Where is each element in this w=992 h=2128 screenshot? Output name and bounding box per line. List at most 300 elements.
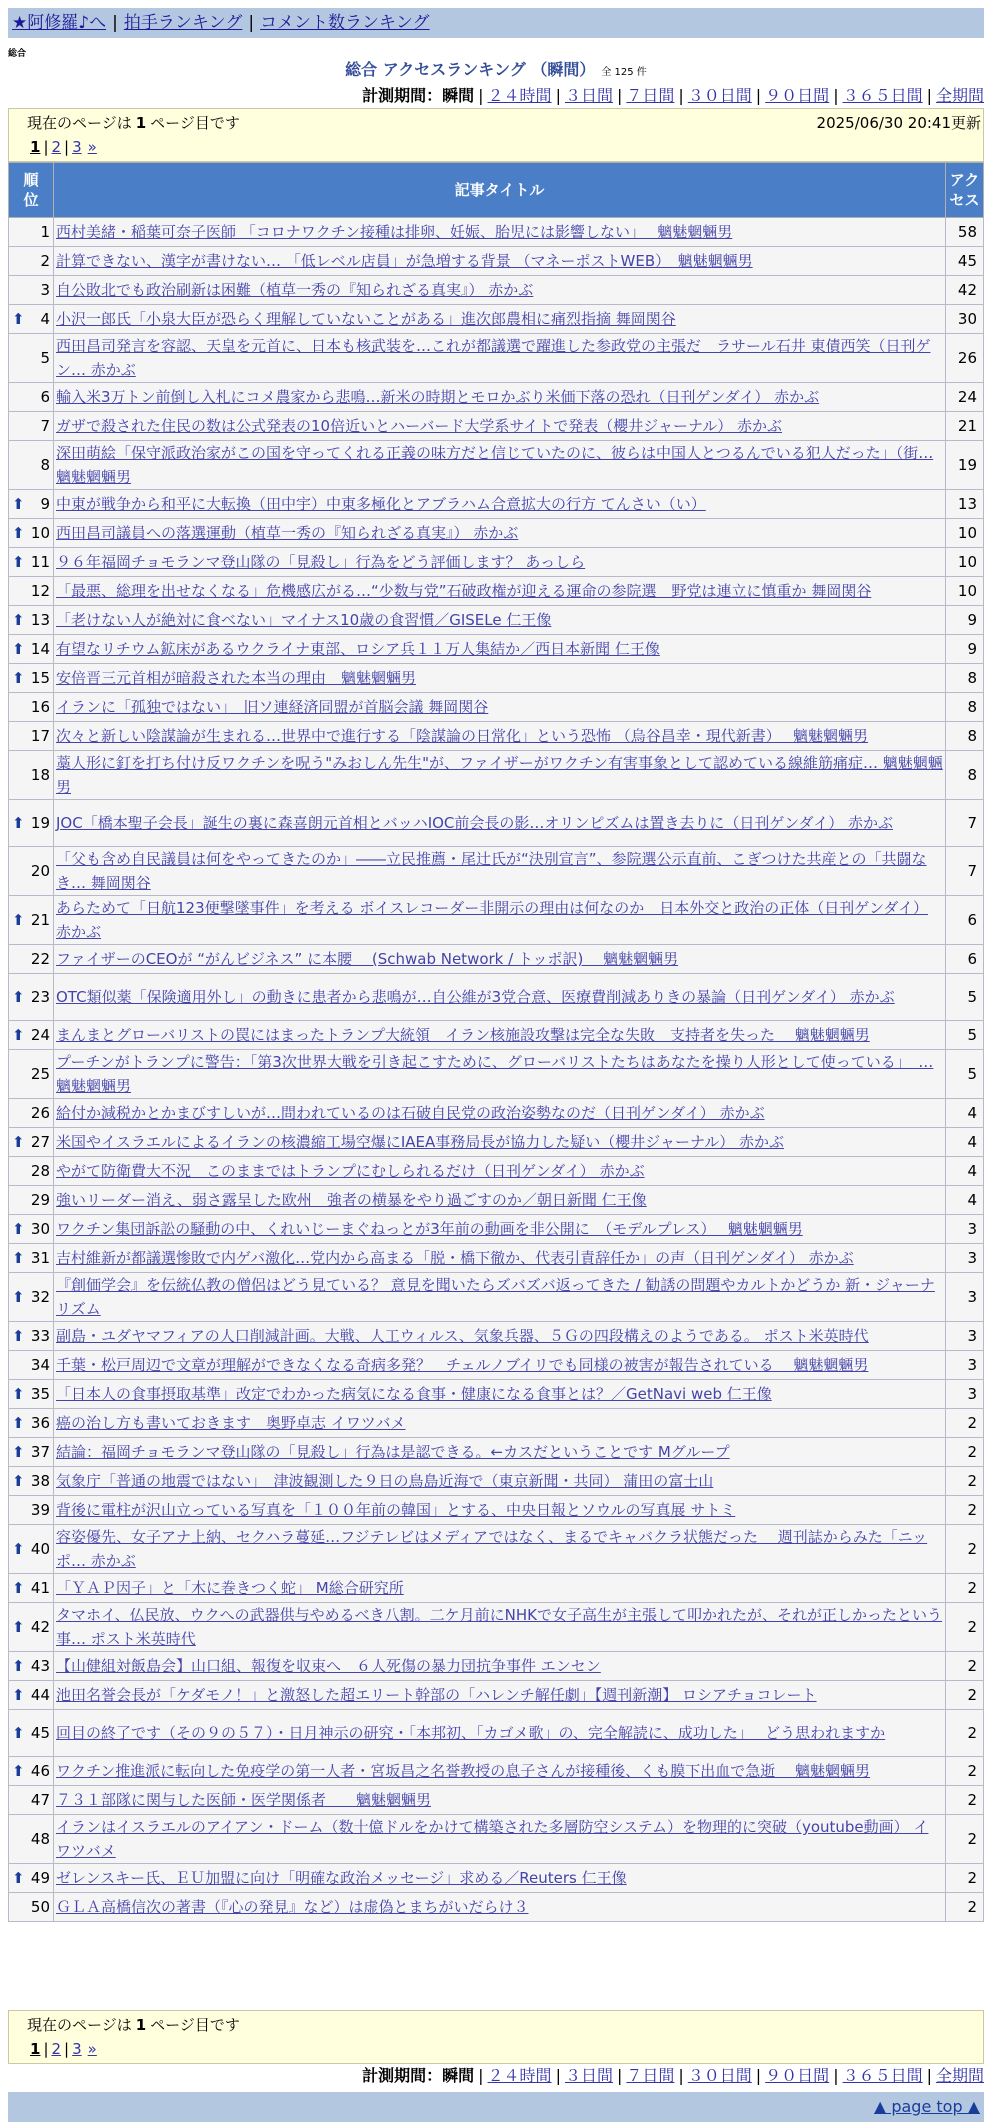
rank-cell xyxy=(9,974,54,1021)
rank-cell xyxy=(9,1186,54,1215)
period-link[interactable]: ３６５日間 xyxy=(842,86,923,105)
rank-cell xyxy=(9,1351,54,1380)
table-row xyxy=(9,1099,984,1128)
article-title-link[interactable]: イランに「孤独ではない」 旧ソ連経済同盟が首脳会議 舞岡関谷 xyxy=(56,698,489,716)
article-title-link[interactable]: 深田萌絵「保守派政治家がこの国を守ってくれる正義の味方だと信じていたのに、彼らは中国人とつるんでいる犯人だった」（街… 魑魅魍魎男 xyxy=(56,444,934,486)
rank-cell xyxy=(9,1322,54,1351)
access-count-cell: 13 xyxy=(946,490,984,519)
rank-up-arrow-icon: ⬆ xyxy=(12,911,25,929)
title-cell xyxy=(54,693,946,722)
rank-number: 6 xyxy=(40,388,50,406)
rank-number: 49 xyxy=(30,1869,50,1887)
access-count-cell: 2 xyxy=(946,1757,984,1786)
access-count-cell: 21 xyxy=(946,412,984,441)
article-title-link[interactable]: 副島・ユダヤマフィアの人口削減計画。大戦、人工ウィルス、気象兵器、５Ｇの四段構えのようである。 ポスト米英時代 xyxy=(56,1327,869,1345)
rank-up-arrow-icon: ⬆ xyxy=(12,1686,25,1704)
title-cell xyxy=(54,1525,946,1574)
article-title-link[interactable]: 強いリーダー消え、弱さ露呈した欧州 強者の横暴をやり過ごすのか／朝日新聞 仁王像 xyxy=(56,1191,647,1209)
period-separator: | xyxy=(478,86,484,105)
period-separator: | xyxy=(926,2066,932,2085)
title-cell xyxy=(54,1186,946,1215)
article-title-link[interactable]: ７３１部隊に関与した医師・医学関係者 魑魅魍魎男 xyxy=(56,1791,432,1809)
period-separator: | xyxy=(833,2066,839,2085)
rank-number: 3 xyxy=(40,281,50,299)
pager-separator: | xyxy=(64,2040,70,2058)
pager-status-row xyxy=(27,111,981,135)
rank-cell xyxy=(9,276,54,305)
table-row xyxy=(9,1215,984,1244)
category-label: 総合 xyxy=(8,49,27,59)
table-row xyxy=(9,1186,984,1215)
article-title-link[interactable]: 「老けない人が絶対に食べない」マイナス10歳の食習慣／GISELe 仁王像 xyxy=(56,611,552,629)
table-row xyxy=(9,635,984,664)
title-cell xyxy=(54,1574,946,1603)
count-column-header xyxy=(946,163,984,218)
rank-cell xyxy=(9,441,54,490)
rank-number: 40 xyxy=(30,1540,50,1558)
period-link[interactable]: ３日間 xyxy=(564,2066,613,2085)
rank-cell xyxy=(9,693,54,722)
table-row xyxy=(9,1681,984,1710)
rank-number: 27 xyxy=(30,1133,50,1151)
article-title-link[interactable]: 米国やイスラエルによるイランの核濃縮工場空爆にIAEA事務局長が協力した疑い（櫻井ジャーナル） 赤かぶ xyxy=(56,1133,784,1151)
rank-up-arrow-icon: ⬆ xyxy=(12,1618,25,1636)
period-separator: | xyxy=(678,2066,684,2085)
rank-cell xyxy=(9,896,54,945)
comment-ranking-link[interactable]: コメント数ランキング xyxy=(260,13,430,33)
article-title-link[interactable]: 西田昌司発言を容認、天皇を元首に、日本も核武装を…これが都議選で躍進した参政党の主張だ ラサール石井 東債西笑（日刊ゲン… 赤かぶ xyxy=(56,337,931,379)
rank-number: 50 xyxy=(30,1898,50,1916)
article-title-link[interactable]: 『創価学会』を伝統仏教の僧侶はどう見ている？ 意見を聞いたらズバズバ返ってきた / 勧誘の問題やカルトかどうか 新・ジャーナリズム xyxy=(56,1276,935,1318)
rank-cell xyxy=(9,490,54,519)
access-count-cell: 4 xyxy=(946,1157,984,1186)
rank-cell xyxy=(9,1864,54,1893)
article-title-link[interactable]: 「最悪、総理を出せなくなる」危機感広がる…“少数与党”石破政権が迎える運命の参院選 野党は連立に慎重か 舞岡関谷 xyxy=(56,582,872,600)
access-count-cell: 9 xyxy=(946,606,984,635)
period-link[interactable]: ７日間 xyxy=(626,86,675,105)
access-count-cell: 3 xyxy=(946,1273,984,1322)
article-title-link[interactable]: 自公敗北でも政治刷新は困難（植草一秀の『知られざる真実』） 赤かぶ xyxy=(56,281,534,299)
rank-cell xyxy=(9,635,54,664)
ranking-table-body xyxy=(9,218,984,1922)
period-link[interactable]: 全期間 xyxy=(935,86,984,105)
rank-number: 14 xyxy=(30,640,50,658)
rank-number: 42 xyxy=(30,1618,50,1636)
article-title-link[interactable]: ゼレンスキー氏、ＥＵ加盟に向け「明確な政治メッセージ」求める／Reuters 仁王像 xyxy=(56,1869,627,1887)
rank-cell xyxy=(9,1652,54,1681)
page-link-3[interactable]: 3 xyxy=(72,138,82,156)
title-cell xyxy=(54,751,946,800)
rank-cell xyxy=(9,800,54,847)
article-title-link[interactable]: 千葉・松戸周辺で文章が理解ができなくなる奇病多発？ チェルノブイリでも同様の被害が報告されている 魑魅魍魎男 xyxy=(56,1356,869,1374)
page-link-1[interactable]: 1 xyxy=(30,2040,41,2058)
rank-cell xyxy=(9,247,54,276)
access-count-cell: 7 xyxy=(946,847,984,896)
table-row xyxy=(9,441,984,490)
rank-number: 47 xyxy=(30,1791,50,1809)
period-link[interactable]: ２４時間 xyxy=(487,86,552,105)
rank-cell xyxy=(9,1525,54,1574)
pager-text-prefix: 現在のページは xyxy=(27,2016,132,2034)
table-row xyxy=(9,974,984,1021)
rank-cell xyxy=(9,1157,54,1186)
access-count-cell: 4 xyxy=(946,1099,984,1128)
article-title-link[interactable]: ガザで殺された住民の数は公式発表の10倍近いとハーバード大学系サイトで発表（櫻井ジャーナル） 赤かぶ xyxy=(56,417,783,435)
table-row xyxy=(9,1893,984,1922)
asyura-home-link[interactable]: ★阿修羅♪へ xyxy=(12,13,107,33)
period-separator: | xyxy=(833,86,839,105)
access-count-cell: 6 xyxy=(946,945,984,974)
article-title-link[interactable]: 有望なリチウム鉱床があるウクライナ東部、ロシア兵１１万人集結か／西日本新聞 仁王像 xyxy=(56,640,660,658)
rank-cell xyxy=(9,751,54,800)
article-title-link[interactable]: 次々と新しい陰謀論が生まれる…世界中で進行する「陰謀論の日常化」という恐怖 （烏谷昌幸・現代新書） 魑魅魍魎男 xyxy=(56,727,869,745)
title-cell xyxy=(54,1757,946,1786)
access-count-cell: 58 xyxy=(946,218,984,247)
rank-number: 5 xyxy=(40,349,50,367)
rank-up-arrow-icon: ⬆ xyxy=(12,1414,25,1432)
rank-number: 33 xyxy=(30,1327,50,1345)
page-top-link[interactable]: ▲ page top ▲ xyxy=(873,2097,980,2116)
article-title-link[interactable]: 吉村維新が都議選惨敗で内ゲバ激化…党内から高まる「脱・橋下徹か、代表引責辞任か」の声（日刊ゲンダイ） 赤かぶ xyxy=(56,1249,854,1267)
table-row xyxy=(9,1050,984,1099)
rank-up-arrow-icon: ⬆ xyxy=(12,1288,25,1306)
rank-cell xyxy=(9,1757,54,1786)
access-count-cell: 2 xyxy=(946,1525,984,1574)
rank-cell xyxy=(9,664,54,693)
title-cell xyxy=(54,276,946,305)
rank-number: 34 xyxy=(30,1356,50,1374)
table-row xyxy=(9,247,984,276)
total-count: 全 125 件 xyxy=(601,67,647,78)
access-count-cell: 8 xyxy=(946,693,984,722)
article-title-link[interactable]: ファイザーのCEOが “がんビジネス” に本腰 (Schwab Network / トッポ訳) 魑魅魍魎男 xyxy=(56,950,679,968)
access-count-cell: 2 xyxy=(946,1652,984,1681)
article-title-link[interactable]: 回目の終了です（その９の５７）・日月神示の研究・「本邦初、「カゴメ歌」の、完全解読に、成功した」 どう思われますか xyxy=(56,1724,886,1742)
rank-cell xyxy=(9,1380,54,1409)
access-count-cell: 5 xyxy=(946,974,984,1021)
period-link[interactable]: ３０日間 xyxy=(687,2066,752,2085)
rank-number: 41 xyxy=(30,1579,50,1597)
article-title-link[interactable]: 結論：福岡チョモランマ登山隊の「見殺し」行為は是認できる。←カスだということです Mグループ xyxy=(56,1443,730,1461)
access-count-cell: 42 xyxy=(946,276,984,305)
rank-number: 9 xyxy=(40,495,50,513)
access-count-cell: 2 xyxy=(946,1409,984,1438)
article-title-link[interactable]: 中東が戦争から和平に大転換（田中宇）中東多極化とアブラハム合意拡大の行方 てんさい（い） xyxy=(56,495,706,513)
table-row xyxy=(9,1525,984,1574)
pager-top xyxy=(8,108,984,162)
table-row xyxy=(9,1574,984,1603)
article-title-link[interactable]: まんまとグローバリストの罠にはまったトランプ大統領 イラン核施設攻撃は完全な失敗 支持者を失った 魑魅魍魎男 xyxy=(56,1026,870,1044)
article-title-link[interactable]: 【山健組対飯島会】山口組、報復を収束へ ６人死傷の暴力団抗争事件 エンセン xyxy=(56,1657,601,1675)
title-cell xyxy=(54,1652,946,1681)
article-title-link[interactable]: 西村美緒・稲葉可奈子医師 「コロナワクチン接種は排卵、妊娠、胎児には影響しない」 魑魅魍魎男 xyxy=(56,223,733,241)
period-link[interactable]: ９０日間 xyxy=(765,2066,830,2085)
rank-up-arrow-icon: ⬆ xyxy=(12,1220,25,1238)
pager-separator: | xyxy=(43,2040,49,2058)
rank-cell xyxy=(9,1710,54,1757)
rank-number: 16 xyxy=(30,698,50,716)
period-link[interactable]: ７日間 xyxy=(626,2066,675,2085)
period-separator: | xyxy=(926,86,932,105)
table-row xyxy=(9,1322,984,1351)
rank-number: 10 xyxy=(30,524,50,542)
article-title-link[interactable]: ＧＬＡ高橋信次の著書（『心の発見』など）は虚偽とまちがいだらけ３ xyxy=(56,1898,529,1916)
rank-cell xyxy=(9,548,54,577)
title-cell xyxy=(54,1380,946,1409)
rank-cell xyxy=(9,334,54,383)
title-cell xyxy=(54,305,946,334)
period-separator: | xyxy=(555,2066,561,2085)
access-count-cell: 2 xyxy=(946,1864,984,1893)
article-title-link[interactable]: ワクチン集団訴訟の騒動の中、くれいじーまぐねっとが3年前の動画を非公開に （モデルプレス） 魑魅魍魎男 xyxy=(56,1220,803,1238)
pager-current-page: 1 xyxy=(135,2016,147,2034)
title-cell xyxy=(54,1438,946,1467)
rank-up-arrow-icon: ⬆ xyxy=(12,1869,25,1887)
pager-next-link[interactable]: » xyxy=(87,2040,97,2058)
article-title-link[interactable]: 癌の治し方も書いておきます 奥野卓志 イワツバメ xyxy=(56,1414,406,1432)
period-link[interactable]: 全期間 xyxy=(935,2066,984,2085)
title-cell xyxy=(54,519,946,548)
table-row xyxy=(9,751,984,800)
article-title-link[interactable]: ワクチン推進派に転向した免疫学の第一人者・宮坂昌之名誉教授の息子さんが接種後、くも膜下出血で急逝 魑魅魍魎男 xyxy=(56,1762,871,1780)
article-title-link[interactable]: プーチンがトランプに警告：「第3次世界大戦を引き起こすために、グローバリストたちはあなたを操り人形として使っている」 … 魑魅魍魎男 xyxy=(56,1053,934,1095)
period-separator: | xyxy=(616,86,623,105)
period-link[interactable]: ３０日間 xyxy=(687,86,752,105)
rank-cell xyxy=(9,1244,54,1273)
period-current: 瞬間 xyxy=(442,2066,475,2085)
access-count-cell: 3 xyxy=(946,1351,984,1380)
title-cell xyxy=(54,1786,946,1815)
ranking-table xyxy=(8,162,984,1922)
article-title-link[interactable]: 西田昌司議員への落選運動（植草一秀の『知られざる真実』） 赤かぶ xyxy=(56,524,519,542)
article-title-link[interactable]: OTC類似薬「保険適用外し」の動きに患者から悲鳴が…自公維が3党合意、医療費削減ありきの暴論（日刊ゲンダイ） 赤かぶ xyxy=(56,988,895,1006)
period-separator: | xyxy=(755,2066,762,2085)
rank-number: 7 xyxy=(40,417,50,435)
access-count-cell: 3 xyxy=(946,1380,984,1409)
rank-number: 31 xyxy=(30,1249,50,1267)
pager-bottom xyxy=(8,2010,984,2064)
period-link[interactable]: ３日間 xyxy=(564,86,613,105)
title-cell xyxy=(54,1128,946,1157)
rank-number: 22 xyxy=(30,950,50,968)
rank-number: 39 xyxy=(30,1501,50,1519)
rank-cell xyxy=(9,1893,54,1922)
pager-text-prefix: 現在のページは xyxy=(27,114,132,132)
title-cell xyxy=(54,334,946,383)
rank-number: 20 xyxy=(30,862,50,880)
table-row xyxy=(9,800,984,847)
rank-number: 30 xyxy=(30,1220,50,1238)
title-cell xyxy=(54,1157,946,1186)
rank-number: 18 xyxy=(30,766,50,784)
table-row xyxy=(9,334,984,383)
table-row xyxy=(9,1351,984,1380)
table-row xyxy=(9,1157,984,1186)
period-selector-bottom xyxy=(362,2066,984,2086)
article-title-link[interactable]: 小沢一郎氏「小泉大臣が恐らく理解していないことがある」進次郎農相に痛烈指摘 舞岡関谷 xyxy=(56,310,676,328)
period-label: 計測期間： xyxy=(362,2066,443,2085)
pager-text-suffix: ページ目です xyxy=(150,114,240,132)
period-link[interactable]: ２４時間 xyxy=(487,2066,552,2085)
rank-number: 4 xyxy=(40,310,50,328)
rank-cell xyxy=(9,1050,54,1099)
rank-number: 43 xyxy=(30,1657,50,1675)
period-separator: | xyxy=(555,86,561,105)
article-title-link[interactable]: 背後に電柱が沢山立っている写真を「１００年前の韓国」とする、中央日報とソウルの写真展 サトミ xyxy=(56,1501,736,1519)
rank-cell xyxy=(9,1496,54,1525)
rank-cell xyxy=(9,722,54,751)
applause-ranking-link[interactable]: 拍手ランキング xyxy=(123,13,243,33)
title-cell xyxy=(54,1893,946,1922)
title-cell xyxy=(54,1409,946,1438)
title-cell xyxy=(54,383,946,412)
rank-up-arrow-icon: ⬆ xyxy=(12,1249,25,1267)
title-cell xyxy=(54,1496,946,1525)
table-row xyxy=(9,1438,984,1467)
table-row xyxy=(9,1603,984,1652)
table-row xyxy=(9,1757,984,1786)
table-row xyxy=(9,1652,984,1681)
access-count-cell: 7 xyxy=(946,800,984,847)
rank-cell xyxy=(9,1409,54,1438)
access-count-cell: 26 xyxy=(946,334,984,383)
table-row xyxy=(9,1380,984,1409)
title-cell xyxy=(54,1815,946,1864)
rank-header-text: 順位 xyxy=(23,171,39,209)
article-title-link[interactable]: 安倍晋三元首相が暗殺された本当の理由 魑魅魍魎男 xyxy=(56,669,417,687)
title-cell xyxy=(54,1603,946,1652)
rank-up-arrow-icon: ⬆ xyxy=(12,495,25,513)
table-row xyxy=(9,1244,984,1273)
rank-number: 37 xyxy=(30,1443,50,1461)
table-row xyxy=(9,276,984,305)
rank-cell xyxy=(9,1786,54,1815)
rank-number: 19 xyxy=(30,814,50,832)
title-cell xyxy=(54,218,946,247)
table-row xyxy=(9,1815,984,1864)
table-row xyxy=(9,218,984,247)
rank-number: 2 xyxy=(40,252,50,270)
article-title-link[interactable]: 気象庁「普通の地震ではない」 津波観測した９日の鳥島近海で（東京新聞・共同） 蒲田の富士山 xyxy=(56,1472,714,1490)
article-title-link[interactable]: 「父も含め自民議員は何をやってきたのか」――立民推薦・尾辻氏が“決別宣言”、参院選公示直前、こぎつけた共産との「共闘なき… 舞岡関谷 xyxy=(56,850,927,892)
page-link-2[interactable]: 2 xyxy=(51,2040,62,2058)
article-title-link[interactable]: 給付か減税かとかまびすしいが…問われているのは石破自民党の政治姿勢なのだ（日刊ゲンダイ） 赤かぶ xyxy=(56,1104,765,1122)
page-link-1[interactable]: 1 xyxy=(30,138,41,156)
rank-up-arrow-icon: ⬆ xyxy=(12,814,25,832)
period-link[interactable]: ３６５日間 xyxy=(842,2066,923,2085)
table-row xyxy=(9,896,984,945)
article-title-link[interactable]: 藁人形に釘を打ち付け反ワクチンを呪う"みおしん先生"が、ファイザーがワクチン有害事象として認めている線維筋痛症… 魑魅魍魎男 xyxy=(56,754,943,796)
rank-number: 48 xyxy=(30,1830,50,1848)
article-title-link[interactable]: あらためて「日航123便撃墜事件」を考える ボイスレコーダー非開示の理由は何なのか 日本外交と政治の正体（日刊ゲンダイ） 赤かぶ xyxy=(56,899,929,941)
article-title-link[interactable]: 容姿優先、女子アナ上納、セクハラ蔓延…フジテレビはメディアではなく、まるでキャバクラ状態だった 週刊誌からみた「ニッポ… 赤かぶ xyxy=(56,1528,928,1570)
rank-number: 17 xyxy=(30,727,50,745)
rank-number: 28 xyxy=(30,1162,50,1180)
article-title-link[interactable]: 池田名誉会長が「ケダモノ！」と激怒した超エリート幹部の「ハレンチ解任劇」【週刊新潮】 ロシアチョコレート xyxy=(56,1686,817,1704)
title-cell xyxy=(54,722,946,751)
rank-cell xyxy=(9,1603,54,1652)
rank-cell xyxy=(9,305,54,334)
access-count-cell: 2 xyxy=(946,1496,984,1525)
access-count-cell: 24 xyxy=(946,383,984,412)
access-count-cell: 8 xyxy=(946,664,984,693)
period-link[interactable]: ９０日間 xyxy=(765,86,830,105)
article-title-link[interactable]: やがて防衛費大不況 このままではトランプにむしられるだけ（日刊ゲンダイ） 赤かぶ xyxy=(56,1162,645,1180)
page-link-2[interactable]: 2 xyxy=(51,138,62,156)
rank-cell xyxy=(9,1438,54,1467)
article-title-link[interactable]: イランはイスラエルのアイアン・ドーム（数十億ドルをかけて構築された多層防空システム）を物理的に突破（youtube動画） イワツバメ xyxy=(56,1818,929,1860)
table-row xyxy=(9,1710,984,1757)
access-count-cell: 2 xyxy=(946,1681,984,1710)
rank-up-arrow-icon: ⬆ xyxy=(12,1443,25,1461)
pager-next-link[interactable]: » xyxy=(87,138,97,156)
title-cell xyxy=(54,1467,946,1496)
period-separator: | xyxy=(616,2066,623,2085)
table-row xyxy=(9,1273,984,1322)
rank-number: 46 xyxy=(30,1762,50,1780)
top-nav-bar xyxy=(8,8,984,38)
rank-number: 35 xyxy=(30,1385,50,1403)
title-cell xyxy=(54,1864,946,1893)
rank-cell xyxy=(9,218,54,247)
rank-cell xyxy=(9,1273,54,1322)
rank-up-arrow-icon: ⬆ xyxy=(12,640,25,658)
page-link-3[interactable]: 3 xyxy=(72,2040,82,2058)
article-title-link[interactable]: ９６年福岡チョモランマ登山隊の「見殺し」行為をどう評価します？ あっしら xyxy=(56,553,586,571)
access-count-cell: 10 xyxy=(946,548,984,577)
table-row xyxy=(9,1467,984,1496)
article-title-link[interactable]: JOC「橋本聖子会長」誕生の裏に森喜朗元首相とバッハIOC前会長の影…オリンピズムは置き去りに（日刊ゲンダイ） 赤かぶ xyxy=(56,814,893,832)
article-title-link[interactable]: 輸入米3万トン前倒し入札にコメ農家から悲鳴…新米の時期とモロかぶり米価下落の恐れ（日刊ゲンダイ） 赤かぶ xyxy=(56,388,820,406)
title-cell xyxy=(54,577,946,606)
access-count-cell: 8 xyxy=(946,751,984,800)
title-cell xyxy=(54,1710,946,1757)
table-row xyxy=(9,412,984,441)
rank-cell xyxy=(9,1815,54,1864)
title-cell xyxy=(54,945,946,974)
period-label: 計測期間： xyxy=(362,86,443,105)
rank-up-arrow-icon: ⬆ xyxy=(12,1540,25,1558)
article-title-link[interactable]: 「ＹＡＰ因子」と「木に巻きつく蛇」 M総合研究所 xyxy=(56,1579,404,1597)
article-title-link[interactable]: 計算できない、漢字が書けない… 「低レベル店員」が急増する背景 （マネーポストWEB） 魑魅魍魎男 xyxy=(56,252,753,270)
title-cell xyxy=(54,896,946,945)
article-title-link[interactable]: タマホイ、仏民放、ウクへの武器供与やめるべき八割。二ケ月前にNHKで女子高生が主張して叩かれたが、それが正しかったという事… ポスト米英時代 xyxy=(56,1606,942,1648)
pager-links-row xyxy=(27,2037,965,2061)
nav-separator: | xyxy=(248,13,255,33)
rank-number: 23 xyxy=(30,988,50,1006)
title-cell xyxy=(54,1050,946,1099)
rank-number: 11 xyxy=(30,553,50,571)
title-cell xyxy=(54,664,946,693)
table-row xyxy=(9,1128,984,1157)
access-count-cell: 2 xyxy=(946,1574,984,1603)
title-cell xyxy=(54,1681,946,1710)
rank-up-arrow-icon: ⬆ xyxy=(12,1579,25,1597)
table-row xyxy=(9,1409,984,1438)
period-separator: | xyxy=(678,86,684,105)
rank-cell xyxy=(9,519,54,548)
article-title-link[interactable]: 「日本人の食事摂取基準」改定でわかった病気になる食事・健康になる食事とは？／GetNavi web 仁王像 xyxy=(56,1385,772,1403)
period-selector-top xyxy=(362,86,984,106)
rank-number: 8 xyxy=(40,456,50,474)
title-cell xyxy=(54,635,946,664)
nav-separator: | xyxy=(112,13,118,33)
access-count-cell: 2 xyxy=(946,1786,984,1815)
title-cell xyxy=(54,800,946,847)
rank-cell xyxy=(9,1099,54,1128)
access-count-cell: 10 xyxy=(946,577,984,606)
rank-up-arrow-icon: ⬆ xyxy=(12,310,25,328)
